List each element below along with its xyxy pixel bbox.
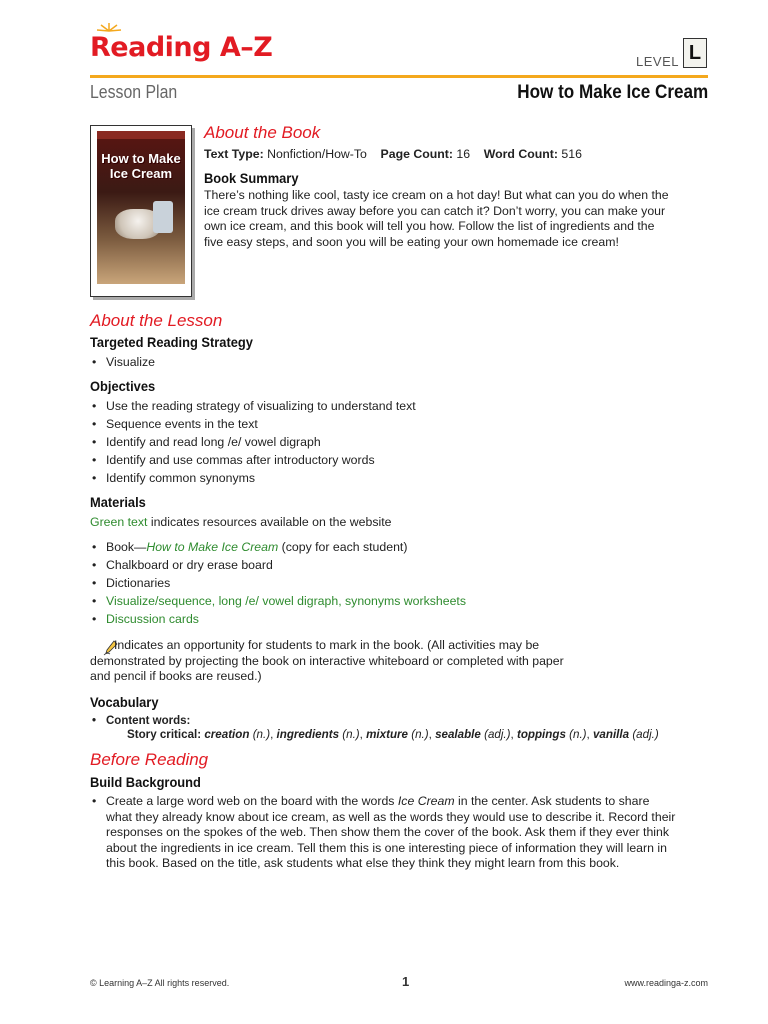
vocab-word: toppings — [516, 728, 566, 741]
vocab-pos: (n.) — [252, 728, 271, 741]
materials-list — [90, 538, 466, 628]
list-item: • Identify common synonyms — [90, 469, 416, 487]
objectives-list — [90, 397, 416, 487]
discussion-cards-link[interactable]: Discussion cards — [106, 612, 199, 626]
footer-website[interactable]: www.readinga-z.com — [624, 978, 708, 988]
paragraph-start: Create a large word web on the board with the words — [106, 794, 398, 808]
strategy-heading: Targeted Reading Strategy — [90, 334, 253, 350]
vocab-pos: (adj.) — [484, 728, 511, 741]
book-prefix: Book— — [106, 540, 147, 554]
paragraph-italic: Ice Cream — [397, 794, 455, 808]
vocab-pos: (n.) — [342, 728, 360, 741]
vocab-word: mixture — [366, 728, 408, 741]
jar-illustration — [153, 201, 173, 233]
materials-heading: Materials — [90, 494, 146, 510]
list-item: • Dictionaries — [90, 574, 466, 592]
book-summary-heading: Book Summary — [204, 170, 299, 186]
vocab-word: creation — [204, 728, 250, 741]
list-item: • Chalkboard or dry erase board — [90, 556, 466, 574]
vocab-pos: (n.) — [569, 728, 587, 741]
vocab-story-critical: Story critical: creation (n.), ingredients (n.), mixture (n.), sealable (adj.), toppings (n.), vanilla (adj.) — [127, 728, 659, 741]
sun-rays-icon — [96, 22, 122, 32]
list-item: • Identify and read long /e/ vowel digraph — [90, 433, 416, 451]
level-badge: L — [683, 38, 707, 68]
worksheets-link[interactable]: Visualize/sequence, long /e/ vowel digraph, synonyms worksheets — [106, 594, 466, 608]
vocab-pos: (n.) — [411, 728, 429, 741]
word-count-label: Word Count: — [483, 147, 558, 161]
reading-az-logo — [90, 32, 272, 63]
strategy-list — [90, 353, 155, 371]
vocabulary-heading: Vocabulary — [90, 694, 159, 710]
before-reading-heading: Before Reading — [90, 750, 209, 769]
list-item: • Sequence events in the text — [90, 415, 416, 433]
about-book-heading: About the Book — [204, 123, 321, 142]
logo-text: Reading A–Z — [90, 32, 273, 63]
level-label: LEVEL — [636, 54, 679, 69]
text-type-value: Nonfiction/How-To — [267, 147, 367, 161]
list-item: • Use the reading strategy of visualizing to understand text — [90, 397, 416, 415]
book-cover-image — [90, 125, 192, 297]
story-critical-label: Story critical: — [127, 728, 202, 741]
doc-type-label: Lesson Plan — [90, 82, 178, 102]
page-count-label: Page Count: — [380, 147, 453, 161]
list-item: • Identify and use commas after introductory words — [90, 451, 416, 469]
cover-title-line1: How to Make — [101, 151, 181, 166]
word-count-value: 516 — [561, 147, 582, 161]
book-summary-text: There’s nothing like cool, tasty ice cream on a hot day! But what can you do when the ice cream truck drives away before you can catch it? Don’t worry, you can make your own ice cream, and this book will tell you how. Follow the list of ingredients and the five easy steps, and soon you will be eating your own homemade ice cream! — [204, 188, 669, 249]
footer-copyright: © Learning A–Z All rights reserved. — [90, 978, 230, 988]
bullet: • — [92, 794, 97, 808]
book-meta — [204, 147, 582, 163]
list-item: • Visualize — [90, 353, 155, 371]
book-title-link[interactable]: How to Make Ice Cream — [146, 540, 279, 554]
vocab-word: vanilla — [592, 728, 630, 741]
list-item: • Content words: — [90, 712, 190, 730]
materials-note — [90, 515, 391, 531]
materials-note-rest: indicates resources available on the website — [147, 515, 392, 529]
page-count-value: 16 — [456, 147, 471, 161]
header-rule — [90, 75, 708, 78]
vocab-word: sealable — [435, 728, 481, 741]
text-type-label: Text Type: — [204, 147, 264, 161]
list-item — [90, 538, 466, 556]
vocab-word: ingredients — [276, 728, 340, 741]
about-lesson-heading: About the Lesson — [90, 311, 223, 330]
build-background-text — [92, 794, 678, 872]
pencil-note: Indicates an opportunity for students to mark in the book. (All activities may be demonstrated by projecting the book on interactive whiteboard or completed with paper and pencil if books are reused.) — [90, 638, 564, 683]
page-title: How to Make Ice Cream — [516, 82, 708, 103]
cover-title-line2: Ice Cream — [109, 166, 173, 181]
objectives-heading: Objectives — [90, 378, 156, 394]
list-item — [90, 592, 466, 610]
book-suffix: (copy for each student) — [278, 540, 408, 554]
build-background-heading: Build Background — [90, 774, 201, 790]
green-text-label: Green text — [90, 515, 148, 529]
page-number: 1 — [402, 974, 410, 989]
vocab-pos: (adj.) — [632, 728, 659, 741]
list-item — [90, 610, 466, 628]
paragraph-rest: in the center. Ask students to share what they already know about ice cream, as well as the words they would use to describe it. Record their responses on the spokes of the web. Then show them the cover of the book. Ask them if they ever think about the ingredients in ice cream. Tell them this is one interesting piece of information they will learn in this book. Based on the title, ask students what else they think they might learn from this book. — [106, 794, 676, 870]
